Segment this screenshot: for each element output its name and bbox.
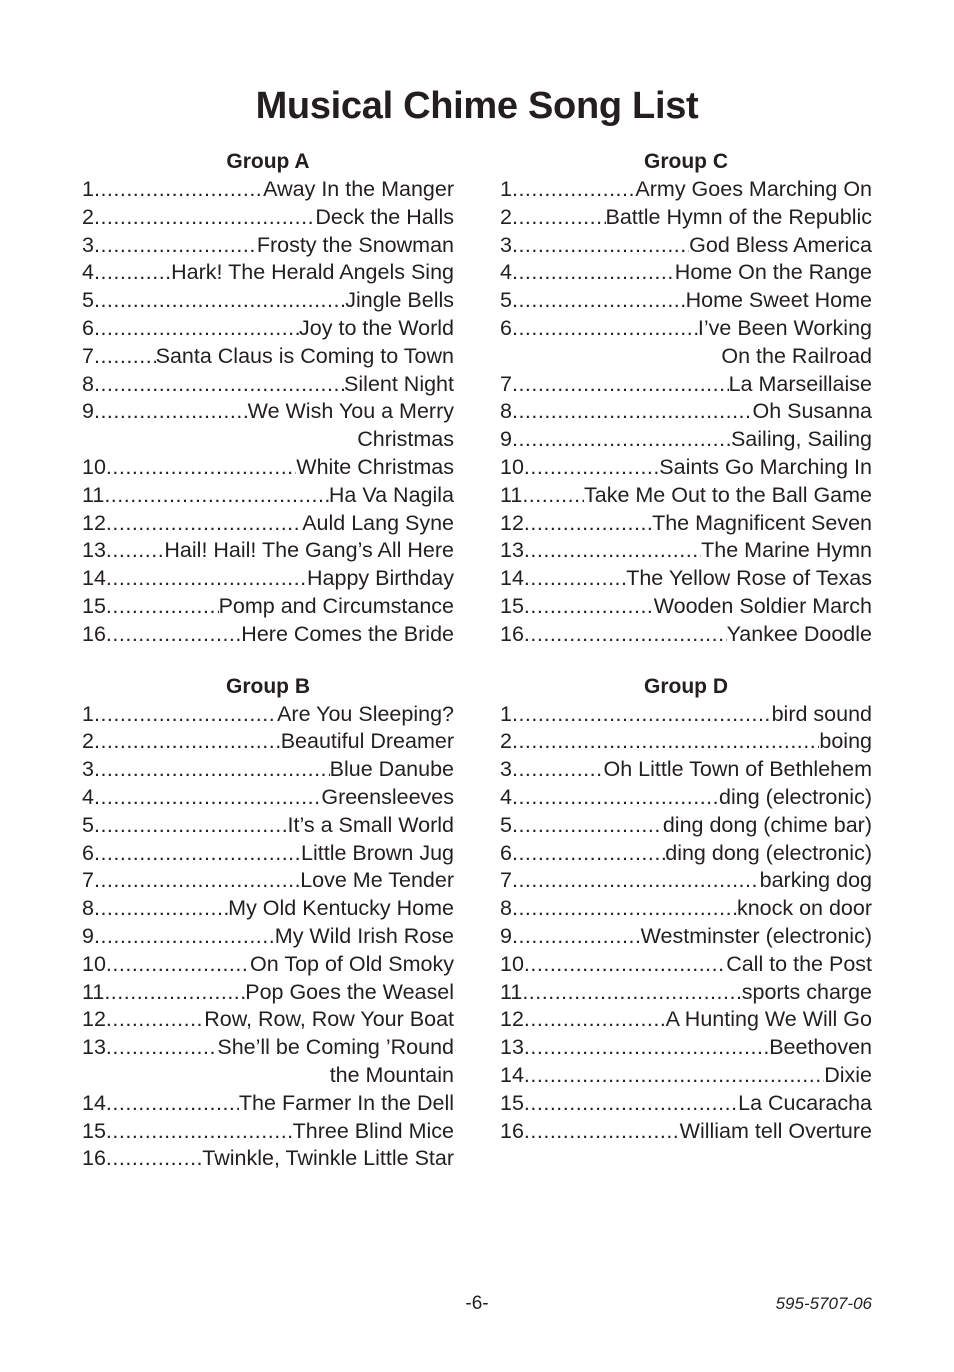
dot-leader [106,621,241,649]
song-item [500,701,872,729]
dot-leader [94,204,315,232]
dot-leader [106,565,307,593]
song-title: God Bless America [689,232,872,257]
song-item [500,204,872,232]
song-item [500,176,872,204]
song-title: Jingle Bells [345,288,454,313]
song-number: 2 [82,204,94,229]
song-title: It’s a Small World [287,812,454,837]
song-item [82,867,454,895]
song-number: 12 [82,1007,106,1032]
song-item [500,1090,872,1118]
song-number: 16 [500,621,524,646]
song-number: 12 [500,510,524,535]
dot-leader [94,867,300,895]
song-title-continuation: Christmas [357,427,454,452]
dot-leader [94,371,344,399]
song-item [500,287,872,315]
song-group-c [500,148,872,649]
song-item [82,176,454,204]
song-item [82,204,454,232]
dot-leader [512,923,641,951]
song-list [82,176,454,649]
dot-leader [512,840,665,868]
song-group-b [82,673,454,1174]
song-title: Hail! Hail! The Gang’s All Here [164,538,454,563]
song-item [82,259,454,287]
dot-leader [94,728,281,756]
song-number: 8 [500,896,512,921]
song-number: 8 [82,896,94,921]
song-number: 12 [500,1007,524,1032]
song-title: Call to the Post [726,951,872,976]
song-number: 3 [500,757,512,782]
dot-leader [522,979,741,1007]
song-item [82,482,454,510]
song-item [500,259,872,287]
song-number: 13 [82,538,106,563]
song-number: 1 [82,701,94,726]
song-number: 14 [500,566,524,591]
song-item [82,537,454,565]
dot-leader [94,287,345,315]
song-number: 16 [82,1146,106,1171]
song-item [500,784,872,812]
song-item [82,1118,454,1146]
song-item [500,867,872,895]
song-title: Joy to the World [299,315,454,340]
dot-leader [512,867,760,895]
dot-leader [512,259,675,287]
song-title: Pop Goes the Weasel [245,979,454,1004]
song-number: 5 [500,812,512,837]
song-item [82,621,454,649]
song-item [82,923,454,951]
dot-leader [94,701,277,729]
song-item [82,979,454,1007]
song-title: Little Brown Jug [301,840,454,865]
group-heading: Group A [226,150,310,173]
song-title: Deck the Halls [315,204,454,229]
dot-leader [512,812,663,840]
song-list [500,701,872,1146]
dot-leader [512,728,819,756]
song-number: 11 [82,482,105,507]
song-item [82,784,454,812]
song-item [500,593,872,621]
song-number: 3 [82,757,94,782]
song-item [82,728,454,756]
group-heading: Group C [644,150,728,173]
song-item [82,1034,454,1062]
dot-leader [512,176,635,204]
song-item [500,426,872,454]
song-number: 15 [82,593,106,618]
dot-leader [106,454,296,482]
page-number: -6- [465,1293,489,1314]
dot-leader [524,951,726,979]
song-item [500,454,872,482]
song-title: Santa Claus is Coming to Town [155,343,454,368]
song-number: 6 [500,840,512,865]
song-title: La Marseillaise [728,371,872,396]
song-number: 9 [500,923,512,948]
song-title-continuation: the Mountain [329,1062,454,1087]
song-item [82,343,454,371]
song-number: 11 [82,979,105,1004]
song-title: ding dong (electronic) [665,840,872,865]
song-title: knock on door [736,896,872,921]
song-item [82,1145,454,1173]
dot-leader [512,701,772,729]
dot-leader [94,315,299,343]
song-number: 5 [82,812,94,837]
song-title: Away In the Manger [263,177,454,201]
song-item [82,1090,454,1118]
song-title: Sailing, Sailing [730,427,872,452]
song-number: 16 [500,1118,524,1143]
song-item [82,593,454,621]
song-item [82,371,454,399]
song-title: The Magnificent Seven [652,510,872,535]
song-number: 9 [82,399,94,424]
dot-leader [94,232,257,260]
dot-leader [94,812,288,840]
song-title: bird sound [771,701,872,726]
dot-leader [106,1090,239,1118]
song-title: Home Sweet Home [685,288,872,313]
song-title: Row, Row, Row Your Boat [204,1007,454,1032]
song-title: My Old Kentucky Home [228,896,454,921]
song-number: 13 [500,538,524,563]
song-number: 7 [500,371,512,396]
song-title: boing [819,729,872,754]
song-number: 5 [82,288,94,313]
song-title: Frosty the Snowman [256,232,454,257]
song-title: White Christmas [296,454,454,479]
song-number: 7 [500,868,512,893]
song-title: Happy Birthday [307,566,454,591]
song-item [82,1006,454,1034]
song-item [500,482,872,510]
song-number: 11 [500,979,523,1004]
song-title-continuation: On the Railroad [721,343,872,368]
song-title: Ha Va Nagila [328,482,454,507]
song-title: Pomp and Circumstance [218,593,454,618]
song-item [500,951,872,979]
song-item [82,701,454,729]
song-item [500,398,872,426]
song-item [82,812,454,840]
group-heading: Group D [644,674,728,698]
song-number: 4 [500,784,512,809]
song-title: Beethoven [769,1035,872,1060]
song-item [500,565,872,593]
song-title: Beautiful Dreamer [280,729,454,754]
dot-leader [512,204,606,232]
dot-leader [106,593,219,621]
song-number: 8 [500,399,512,424]
song-group-a [82,148,454,649]
dot-leader [94,784,321,812]
song-number: 14 [82,1090,106,1115]
dot-leader [512,426,731,454]
song-item [82,510,454,538]
dot-leader [94,923,275,951]
dot-leader [94,343,156,371]
song-number: 11 [500,482,523,507]
dot-leader [524,1090,738,1118]
song-title: Oh Little Town of Bethlehem [603,757,872,782]
song-title: Home On the Range [674,260,872,285]
dot-leader [106,1118,293,1146]
song-number: 6 [500,315,512,340]
song-title: Auld Lang Syne [302,510,454,535]
song-title: barking dog [759,868,872,893]
song-item [500,840,872,868]
song-title: Wooden Soldier March [653,593,872,618]
song-number: 4 [82,784,94,809]
song-title: La Cucaracha [738,1090,872,1115]
song-item [500,232,872,260]
song-item [500,371,872,399]
song-number: 12 [82,510,106,535]
song-item [82,895,454,923]
song-item [82,565,454,593]
song-title: Army Goes Marching On [635,177,872,201]
song-number: 10 [82,951,106,976]
song-title: The Yellow Rose of Texas [626,566,872,591]
dot-leader [524,1062,824,1090]
song-title: Dixie [824,1062,872,1087]
song-number: 6 [82,315,94,340]
dot-leader [524,537,701,565]
song-number: 3 [500,232,512,257]
dot-leader [522,482,584,510]
song-title: William tell Overture [679,1118,872,1143]
song-list [500,176,872,649]
dot-leader [94,895,228,923]
song-number: 6 [82,840,94,865]
song-title: Greensleeves [321,784,454,809]
song-title: Twinkle, Twinkle Little Star [202,1146,454,1171]
song-item [82,756,454,784]
song-title: She’ll be Coming ’Round [217,1035,454,1060]
dot-leader [94,840,301,868]
dot-leader [524,565,626,593]
song-item [500,895,872,923]
dot-leader [106,951,250,979]
dot-leader [106,510,302,538]
right-column [500,148,872,1145]
song-title: On Top of Old Smoky [250,951,454,976]
dot-leader [524,1118,680,1146]
song-item [82,315,454,343]
song-number: 16 [82,621,106,646]
song-number: 15 [500,593,524,618]
song-number: 1 [500,701,512,726]
song-number: 15 [500,1090,524,1115]
song-item [500,537,872,565]
song-number: 7 [82,343,94,368]
dot-leader [106,1145,202,1173]
song-number: 9 [82,923,94,948]
dot-leader [512,287,686,315]
dot-leader [106,537,164,565]
dot-leader [512,371,729,399]
document-code: 595-5707-06 [775,1294,872,1313]
dot-leader [512,315,698,343]
song-title: ding (electronic) [719,784,872,809]
dot-leader [94,398,248,426]
dot-leader [524,1034,769,1062]
song-item [500,756,872,784]
song-number: 8 [82,371,94,396]
song-number: 13 [82,1035,106,1060]
song-title: Three Blind Mice [292,1118,454,1143]
song-number: 10 [500,454,524,479]
song-number: 3 [82,232,94,257]
page-title: Musical Chime Song List [255,85,699,127]
song-title: Take Me Out to the Ball Game [584,482,872,507]
dot-leader [104,979,245,1007]
song-title: My Wild Irish Rose [274,923,454,948]
song-number: 9 [500,427,512,452]
song-item [500,315,872,343]
song-item [82,454,454,482]
song-item [500,923,872,951]
dot-leader [512,756,604,784]
song-title: I’ve Been Working [697,315,872,340]
song-number: 1 [82,177,94,201]
song-item [82,287,454,315]
dot-leader [524,510,652,538]
song-item [82,398,454,426]
song-item [82,232,454,260]
song-list [82,701,454,1174]
dot-leader [524,454,659,482]
song-item [500,1062,872,1090]
song-item [500,812,872,840]
song-group-d [500,673,872,1146]
dot-leader [104,482,329,510]
song-item [500,728,872,756]
song-title: ding dong (chime bar) [662,812,872,837]
song-item [82,951,454,979]
song-title: The Marine Hymn [701,538,872,563]
song-number: 10 [500,951,524,976]
song-item [500,510,872,538]
song-title: Love Me Tender [300,868,454,893]
song-number: 4 [82,260,94,285]
song-number: 14 [500,1062,524,1087]
dot-leader [524,593,654,621]
song-title: Battle Hymn of the Republic [605,204,872,229]
song-title: Westminster (electronic) [640,923,872,948]
song-item [500,1006,872,1034]
dot-leader [94,176,263,204]
song-item [500,1118,872,1146]
dot-leader [512,232,689,260]
dot-leader [524,621,727,649]
dot-leader [106,1006,204,1034]
song-title: sports charge [741,979,872,1004]
dot-leader [94,259,171,287]
song-title: Are You Sleeping? [277,701,454,726]
song-number: 2 [82,729,94,754]
song-number: 2 [500,729,512,754]
left-column [82,148,454,1173]
song-title: The Farmer In the Dell [238,1090,454,1115]
song-title: Silent Night [344,371,454,396]
dot-leader [524,1006,666,1034]
song-number: 1 [500,177,512,201]
song-item [500,1034,872,1062]
dot-leader [94,756,330,784]
song-title: Hark! The Herald Angels Sing [171,260,454,285]
song-title: Yankee Doodle [726,621,872,646]
song-number: 2 [500,204,512,229]
song-number: 13 [500,1035,524,1060]
song-number: 10 [82,454,106,479]
dot-leader [106,1034,217,1062]
dot-leader [512,895,737,923]
song-title: A Hunting We Will Go [665,1007,872,1032]
group-heading: Group B [226,674,310,698]
song-number: 5 [500,288,512,313]
song-number: 7 [82,868,94,893]
song-title: We Wish You a Merry [247,399,454,424]
dot-leader [512,398,753,426]
song-number: 4 [500,260,512,285]
song-item [82,840,454,868]
song-title: Blue Danube [329,757,454,782]
song-title: Here Comes the Bride [241,621,454,646]
dot-leader [512,784,719,812]
song-number: 15 [82,1118,106,1143]
song-title: Oh Susanna [752,399,872,424]
song-item [500,621,872,649]
song-item [500,979,872,1007]
song-title: Saints Go Marching In [659,454,872,479]
song-number: 14 [82,566,106,591]
